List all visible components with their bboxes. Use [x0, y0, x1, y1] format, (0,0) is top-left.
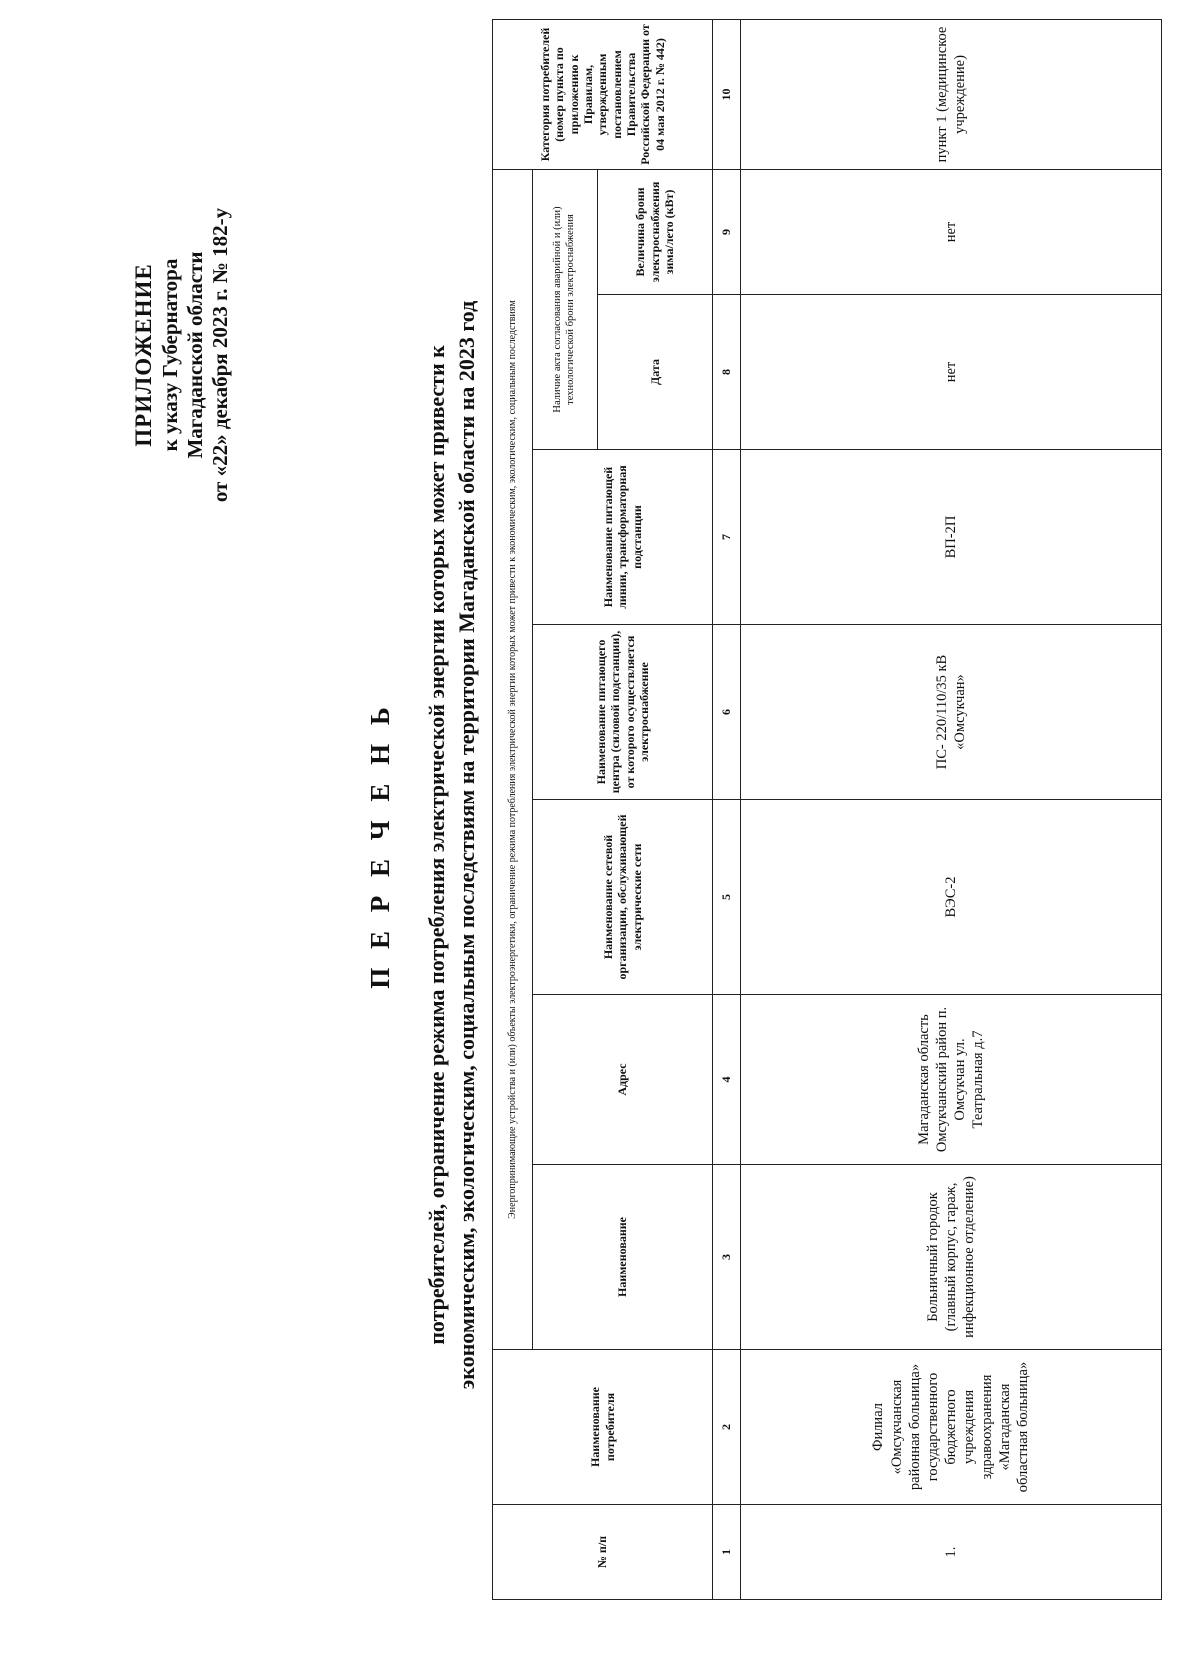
- table-row: [741, 19, 1162, 1599]
- column-number: 4: [713, 995, 741, 1165]
- cell-address: Магаданская область Омсукчанский район п. Омсукчан ул. Театральная д.7: [741, 995, 1162, 1165]
- appendix-line-2: Магаданской области: [182, 251, 207, 459]
- document-subtitle-line-1: потребителей, ограничение режима потребления электрической энергии которых может привести к: [424, 345, 449, 1345]
- column-number: 2: [713, 1350, 741, 1505]
- header-reserve: Величина брони электроснабжения зима/лето (кВт): [598, 169, 713, 294]
- column-number: 10: [713, 19, 741, 169]
- appendix-block: [130, 155, 233, 555]
- cell-no: 1.: [741, 1505, 1162, 1600]
- cell-consumer: Филиал «Омсукчанская районная больница» государственного бюджетного учреждения здравоохранения «Магаданская областная больница»: [741, 1350, 1162, 1505]
- header-group: Энергопринимающие устройства и (или) объекты электроэнергетики, ограничение режима потребления электрической энергии которых может привести к экономическим, экологическим, социальным последствиям: [493, 169, 533, 1349]
- header-consumer: Наименование потребителя: [493, 1350, 713, 1505]
- header-network: Наименование сетевой организации, обслуживающей электрические сети: [533, 800, 713, 995]
- cell-reserve: нет: [741, 169, 1162, 294]
- appendix-title: ПРИЛОЖЕНИЕ: [131, 263, 156, 447]
- cell-center: ПС- 220/110/35 кВ «Омсукчан»: [741, 625, 1162, 800]
- cell-category: пункт 1 (медицинское учреждение): [741, 19, 1162, 169]
- document-subtitle-line-2: экономическим, экологическим, социальным последствиям на территории Магаданской области на 2023 год: [453, 300, 479, 1390]
- appendix-line-3: от «22» декабря 2023 г. № 182-у: [207, 207, 232, 503]
- header-act: Наличие акта согласования аварийной и (или) технологической брони электроснабжения: [533, 169, 598, 449]
- cell-name: Больничный городок (главный корпус, гараж, инфекционное отделение): [741, 1165, 1162, 1350]
- header-date: Дата: [598, 295, 713, 450]
- column-number: 3: [713, 1165, 741, 1350]
- column-number: 8: [713, 295, 741, 450]
- column-numbers-row: [713, 19, 741, 1599]
- column-number: 1: [713, 1505, 741, 1600]
- consumers-table: [492, 19, 1162, 1600]
- document-title-block: [365, 145, 481, 1545]
- cell-line: ВП-2П: [741, 450, 1162, 625]
- header-address: Адрес: [533, 995, 713, 1165]
- column-number: 5: [713, 800, 741, 995]
- header-category: Категория потребителей (номер пункта по приложению к Правилам, утвержденным постановлением Правительства Российской Федерации от 04 мая 2012 г. № 442): [493, 19, 713, 169]
- column-number: 7: [713, 450, 741, 625]
- column-number: 6: [713, 625, 741, 800]
- header-center: Наименование питающего центра (силовой подстанции), от которого осуществляется электроснабжение: [533, 625, 713, 800]
- header-line: Наименование питающей линии, трансформаторная подстанции: [533, 450, 713, 625]
- column-number: 9: [713, 169, 741, 294]
- document-title: П Е Р Е Ч Е Н Ь: [365, 701, 395, 989]
- header-name: Наименование: [533, 1165, 713, 1350]
- appendix-line-1: к указу Губернатора: [157, 258, 182, 452]
- header-no: № п/п: [493, 1505, 713, 1600]
- cell-network: ВЭС-2: [741, 800, 1162, 995]
- cell-date: нет: [741, 295, 1162, 450]
